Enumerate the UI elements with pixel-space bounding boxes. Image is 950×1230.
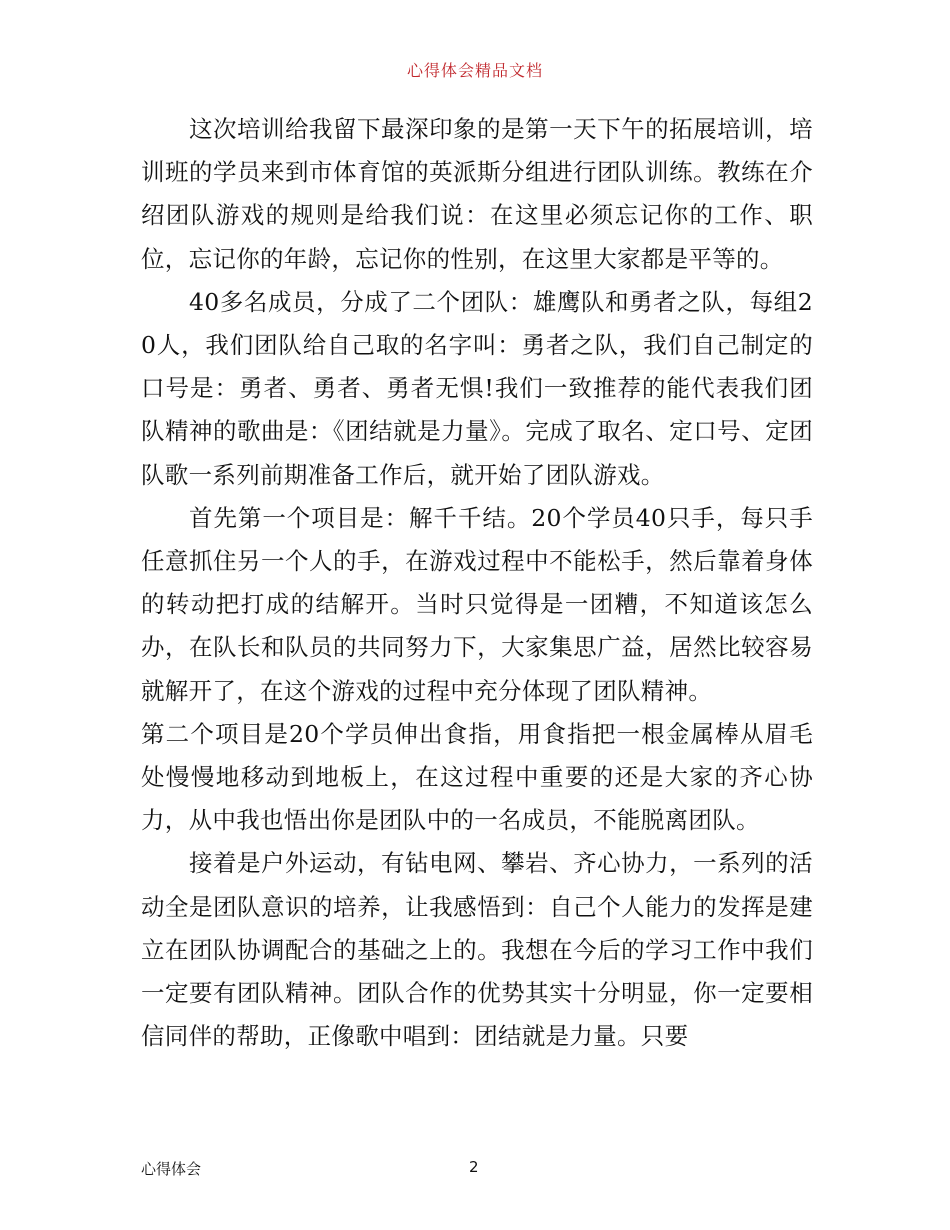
paragraph-first-project: 首先第一个项目是：解千千结。20个学员40只手，每只手任意抓住另一个人的手，在游戏过程中不能松手，然后靠着身体的转动把打成的结解开。当时只觉得是一团糟，不知道该怎么办，在队长和队员的共同努力下，大家集思广益，居然比较容易就解开了，在这个游戏的过程中充分体现了团队精神。 xyxy=(141,503,813,705)
page-header-title: 心得体会精品文档 xyxy=(406,61,543,80)
document-body xyxy=(141,108,813,1058)
paragraph-second-project: 第二个项目是20个学员伸出食指，用食指把一根金属棒从眉毛处慢慢地移动到地板上，在这过程中重要的还是大家的齐心协力，从中我也悟出你是团队中的一名成员，不能脱离团队。 xyxy=(141,719,813,835)
page-number: 2 xyxy=(469,1158,479,1176)
paragraph-outdoor-activities: 接着是户外运动，有钻电网、攀岩、齐心协力，一系列的活动全是团队意识的培养，让我感悟到：自己个人能力的发挥是建立在团队协调配合的基础之上的。我想在今后的学习工作中我们一定要有团队精神。团队合作的优势其实十分明显，你一定要相信同伴的帮助，正像歌中唱到：团结就是力量。只要 xyxy=(141,849,813,1051)
paragraph-training-impression: 这次培训给我留下最深印象的是第一天下午的拓展培训，培训班的学员来到市体育馆的英派斯分组进行团队训练。教练在介绍团队游戏的规则是给我们说：在这里必须忘记你的工作、职位，忘记你的年龄，忘记你的性别，在这里大家都是平等的。 xyxy=(141,115,813,273)
footer-label: 心得体会 xyxy=(141,1160,202,1178)
paragraph-team-formation: 40多名成员，分成了二个团队：雄鹰队和勇者之队，每组20人，我们团队给自己取的名字叫：勇者之队，我们自己制定的口号是：勇者、勇者、勇者无惧!我们一致推荐的能代表我们团队精神的歌曲是：《团结就是力量》。完成了取名、定口号、定团队歌一系列前期准备工作后，就开始了团队游戏。 xyxy=(141,287,813,489)
